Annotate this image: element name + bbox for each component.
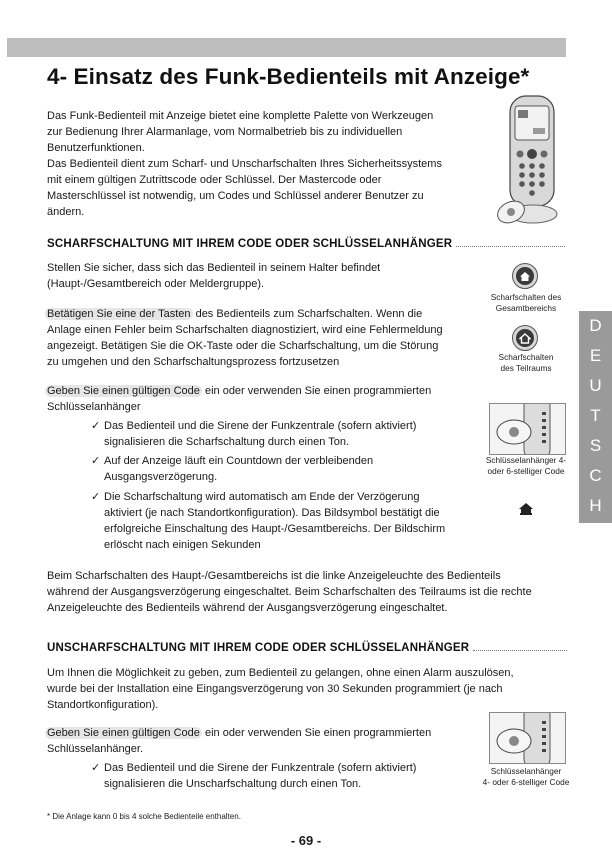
- armed-house-symbol-icon: [518, 502, 534, 516]
- paragraph-line: Beim Scharfschalten des Haupt-/Gesamtbereichs ist die linke Anzeigeleuchte des Bedienteils: [47, 570, 501, 582]
- highlighted-instruction: Geben Sie einen gültigen Code: [47, 727, 200, 739]
- caption-line: des Teilraums: [500, 363, 552, 373]
- paragraph-line: angezeigt. Betätigen Sie die OK-Taste oder die Scharfschaltung, um die Störung: [47, 340, 439, 352]
- header-bar: [7, 38, 566, 57]
- section-heading-text: UNSCHARFSCHALTUNG MIT IHREM CODE ODER SCHLÜSSELANHÄNGER: [47, 642, 470, 654]
- house-part-arm-icon: [512, 325, 538, 351]
- caption-line: 4- oder 6-stelliger Code: [482, 777, 570, 787]
- caption-line: Scharfschalten des: [490, 292, 562, 302]
- paragraph-line: zu umgehen und den Scharfschaltungsprozess fortzusetzen: [47, 356, 340, 368]
- check-item: [91, 418, 416, 450]
- caption-line: Schlüsselanhänger 4-: [485, 455, 567, 465]
- caption-fob: [472, 766, 580, 788]
- paragraph-line: während der Ausgangsverzögerung eingeschaltet. Beim Scharfschalten des Teilraums ist die rechte: [47, 586, 532, 598]
- paragraph-line: wurde bei der Installation eine Eingangsverzögerung von 30 Sekunden programmiert (je nach: [47, 683, 503, 695]
- check-item-text: signalisieren die Unscharfschaltung durch einen Ton.: [104, 778, 362, 790]
- intro-line: Das Bedienteil dient zum Scharf- und Unscharfschalten Ihres Sicherheitssystems: [47, 158, 442, 170]
- check-item-text: Das Bedienteil und die Sirene der Funkzentrale (sofern aktiviert): [104, 420, 417, 432]
- check-mark-icon: ✓: [91, 491, 101, 503]
- key-fob-icon: [489, 712, 566, 764]
- tab-letter: D: [589, 316, 602, 335]
- section-heading-arming: [47, 236, 565, 250]
- page-number: - 69 -: [290, 833, 322, 848]
- tab-letter: C: [589, 466, 602, 485]
- paragraph-line: Standortkonfiguration).: [47, 699, 159, 711]
- tab-letter: H: [589, 496, 602, 515]
- highlighted-instruction: Betätigen Sie eine der Tasten: [47, 308, 191, 320]
- tab-letter: S: [589, 436, 602, 455]
- heading-dotted-rule: [456, 246, 565, 247]
- intro-line: zur Bedienung Ihrer Alarmanlage, vom Normalbetrieb bis zu individuellen: [47, 126, 403, 138]
- caption-line: Scharfschalten: [498, 352, 554, 362]
- page-title: 4- Einsatz des Funk-Bedienteils mit Anzeige*: [47, 64, 530, 89]
- paragraph-line: Anlage einen Fehler beim Scharfschalten diagnostiziert, wird eine Fehlermeldung: [47, 324, 443, 336]
- check-item-text: Auf der Anzeige läuft ein Countdown der verbleibenden: [104, 455, 374, 467]
- footnote: * Die Anlage kann 0 bis 4 solche Bedienteile enthalten.: [47, 812, 241, 821]
- paragraph-line: Schlüsselanhänger.: [47, 743, 144, 755]
- paragraph-line: Stellen Sie sicher, dass sich das Bedienteil in seinem Halter befindet: [47, 262, 381, 274]
- heading-dotted-rule: [473, 650, 567, 651]
- check-mark-icon: ✓: [91, 762, 101, 774]
- intro-line: Masterschlüssel ist notwendig, um Codes und Schlüssel anderer Benutzer zu: [47, 190, 424, 202]
- tab-letter: U: [589, 376, 602, 395]
- paragraph-text: ein oder verwenden Sie einen programmierten: [201, 385, 432, 397]
- paragraph-line: Schlüsselanhänger: [47, 401, 141, 413]
- check-item-text: erfolgreiche Einschaltung des Haupt-/Gesamtbereichs. Der Bildschirm: [104, 523, 446, 535]
- check-item: [91, 453, 373, 485]
- paragraph-line: [47, 725, 477, 741]
- section-heading-disarming: [47, 640, 567, 654]
- check-item-text: Das Bedienteil und die Sirene der Funkzentrale (sofern aktiviert): [104, 762, 417, 774]
- caption-line: oder 6-stelliger Code: [487, 466, 565, 476]
- caption-line: Schlüsselanhänger: [490, 766, 562, 776]
- intro-line: Das Funk-Bedienteil mit Anzeige bietet eine komplette Palette von Werkzeugen: [47, 110, 434, 122]
- caption-full-arm: [478, 292, 574, 314]
- caption-line: Gesamtbereichs: [495, 303, 557, 313]
- intro-line: Benutzerfunktionen.: [47, 142, 145, 154]
- check-item-text: Die Scharfschaltung wird automatisch am Ende der Verzögerung: [104, 491, 420, 503]
- key-fob-icon: [489, 403, 566, 455]
- highlighted-instruction: Geben Sie einen gültigen Code: [47, 385, 200, 397]
- paragraph-line: [47, 383, 477, 399]
- house-full-arm-icon: [512, 263, 538, 289]
- caption-part-arm: [478, 352, 574, 374]
- paragraph-line: (Haupt-/Gesamtbereich oder Meldergruppe).: [47, 278, 265, 290]
- paragraph-line: Um Ihnen die Möglichkeit zu geben, zum Bedienteil zu gelangen, ohne einen Alarm auszulösen,: [47, 667, 514, 679]
- check-item: [91, 489, 445, 553]
- intro-line: ändern.: [47, 206, 85, 218]
- keypad-device-icon: [493, 92, 565, 237]
- section-heading-text: SCHARFSCHALTUNG MIT IHREM CODE ODER SCHLÜSSELANHÄNGER: [47, 238, 453, 250]
- paragraph-text: des Bedienteils zum Scharfschalten. Wenn die: [192, 308, 423, 320]
- check-mark-icon: ✓: [91, 420, 101, 432]
- paragraph-line: [47, 306, 477, 322]
- caption-fob: [478, 455, 574, 477]
- tab-letter: T: [590, 406, 601, 425]
- check-mark-icon: ✓: [91, 455, 101, 467]
- check-item: [91, 760, 416, 792]
- check-item-text: aktiviert (je nach Standortkonfiguration). Das Bildsymbol bestätigt die: [104, 507, 440, 519]
- intro-line: mit einem gültigen Zutrittscode oder Schlüssel. Der Mastercode oder: [47, 174, 382, 186]
- check-item-text: Ausgangsverzögerung.: [104, 471, 218, 483]
- paragraph-line: Anzeigeleuchte des Bedienteils während der Ausgangsverzögerung eingeschaltet.: [47, 602, 448, 614]
- tab-letter: E: [589, 346, 602, 365]
- check-item-text: signalisieren die Scharfschaltung durch einen Ton.: [104, 436, 350, 448]
- language-tab-deutsch: [579, 311, 612, 523]
- check-item-text: erlöscht nach einigen Sekunden: [104, 539, 261, 551]
- paragraph-text: ein oder verwenden Sie einen programmierten: [201, 727, 432, 739]
